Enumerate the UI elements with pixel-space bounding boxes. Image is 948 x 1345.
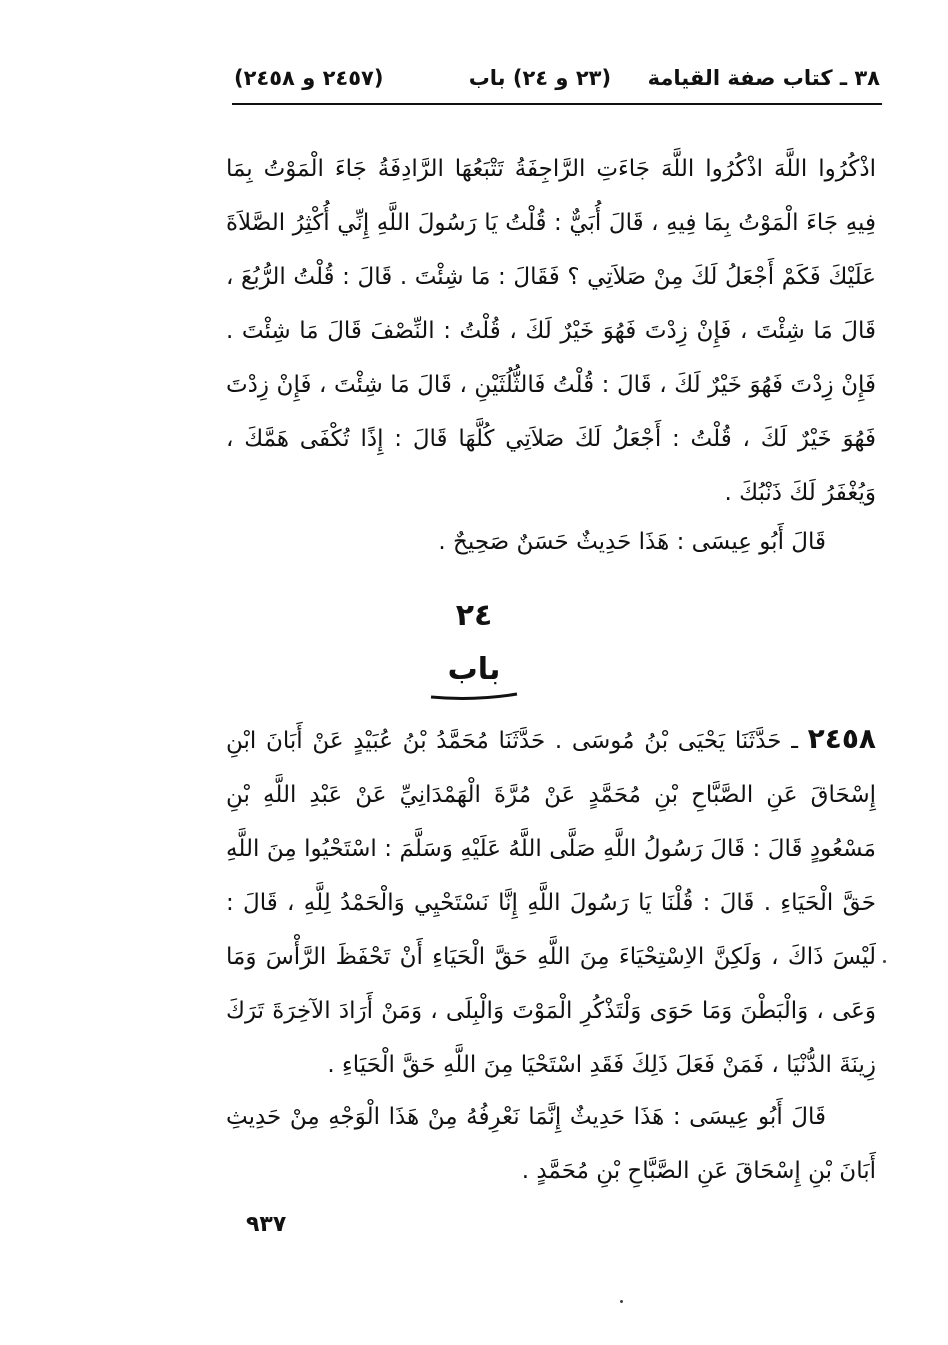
hadith-continuation-paragraph: اذْكُرُوا اللَّهَ اذْكُرُوا اللَّهَ جَاءَتِ الرَّاجِفَةُ تَتْبَعُهَا الرَّادِفَةُ جَاءَ الْمَوْتُ بِمَا فِيهِ جَاءَ الْمَوْتُ بِمَا فِيهِ ، قَالَ أُبَيٌّ : قُلْتُ يَا رَسُولَ اللَّهِ إِنِّي أُكْثِرُ الصَّلاَةَ عَلَيْكَ فَكَمْ أَجْعَلُ لَكَ مِنْ صَلاَتِي ؟ فَقَالَ : مَا شِئْتَ . قَالَ : قُلْتُ الرُّبُعَ ، قَالَ مَا شِئْتَ ، فَإِنْ زِدْتَ فَهُوَ خَيْرٌ لَكَ ، قُلْتُ : النِّصْفَ قَالَ مَا شِئْتَ . فَإِنْ زِدْتَ فَهُوَ خَيْرٌ لَكَ ، قَالَ : قُلْتُ فَالثُّلُثَيْنِ ، قَالَ مَا شِئْتَ ، فَإِنْ زِدْتَ فَهُوَ خَيْرٌ لَكَ ، قُلْتُ : أَجْعَلُ لَكَ صَلاَتِي كُلَّهَا قَالَ : إِذًا تُكْفَى هَمَّكَ ، وَيُغْفَرُ لَكَ ذَنْبُكَ .: [226, 156, 876, 506]
scan-speck: [620, 1300, 623, 1303]
grading-note-2-text: قَالَ أَبُو عِيسَى : هَذَا حَدِيثٌ إِنَّمَا نَعْرِفُهُ مِنْ هَذَا الْوَجْهِ مِنْ حَدِيثِ أَبَانَ بْنِ إِسْحَاقَ عَنِ الصَّبَّاحِ بْنِ مُحَمَّدٍ .: [226, 1104, 876, 1184]
header-rule: [232, 103, 882, 105]
swash-ornament: [429, 691, 519, 701]
chapter-title: باب: [447, 652, 501, 687]
grading-note-1: قَالَ أَبُو عِيسَى : هَذَا حَدِيثٌ حَسَنٌ صَحِيحٌ .: [438, 529, 826, 555]
grading-note-2: [226, 1090, 876, 1198]
header-chapter-range: (٢٣ و ٢٤) باب: [468, 66, 612, 90]
page-number: ٩٣٧: [246, 1212, 287, 1237]
header-book-title: [469, 66, 880, 90]
header-book-title-text: ٣٨ ـ كتاب صفة القيامة: [647, 66, 880, 90]
chapter-number: ٢٤: [455, 598, 493, 633]
hadith-number: ٢٤٥٨: [807, 722, 876, 755]
hadith-paragraph: [226, 712, 876, 1092]
chapter-heading: [0, 652, 948, 701]
running-header: [234, 62, 880, 102]
header-hadith-range: (٢٤٥٧ و ٢٤٥٨): [234, 66, 384, 90]
hadith-text: ـ حَدَّثَنَا يَحْيَى بْنُ مُوسَى . حَدَّثَنَا مُحَمَّدُ بْنُ عُبَيْدٍ عَنْ أَبَانَ ابْنِ إِسْحَاقَ عَنِ الصَّبَّاحِ بْنِ مُحَمَّدٍ عَنْ مُرَّةَ الْهَمْدَانِيِّ عَنْ عَبْدِ اللَّهِ بْنِ مَسْعُودٍ قَالَ : قَالَ رَسُولُ اللَّهِ صَلَّى اللَّهُ عَلَيْهِ وَسَلَّمَ : اسْتَحْيُوا مِنَ اللَّهِ حَقَّ الْحَيَاءِ . قَالَ : قُلْنَا يَا رَسُولَ اللَّهِ إِنَّا نَسْتَحْيِي وَالْحَمْدُ لِلَّهِ ، قَالَ : لَيْسَ ذَاكَ ، وَلَكِنَّ الاِسْتِحْيَاءَ مِنَ اللَّهِ حَقَّ الْحَيَاءِ أَنْ تَحْفَظَ الرَّأْسَ وَمَا وَعَى ، وَالْبَطْنَ وَمَا حَوَى وَلْتَذْكُرِ الْمَوْتَ وَالْبِلَى ، وَمَنْ أَرَادَ الآخِرَةَ تَرَكَ زِينَةَ الدُّنْيَا ، فَمَنْ فَعَلَ ذَلِكَ فَقَدِ اسْتَحْيَا مِنَ اللَّهِ حَقَّ الْحَيَاءِ .: [226, 728, 876, 1078]
scan-speck: [883, 960, 886, 963]
